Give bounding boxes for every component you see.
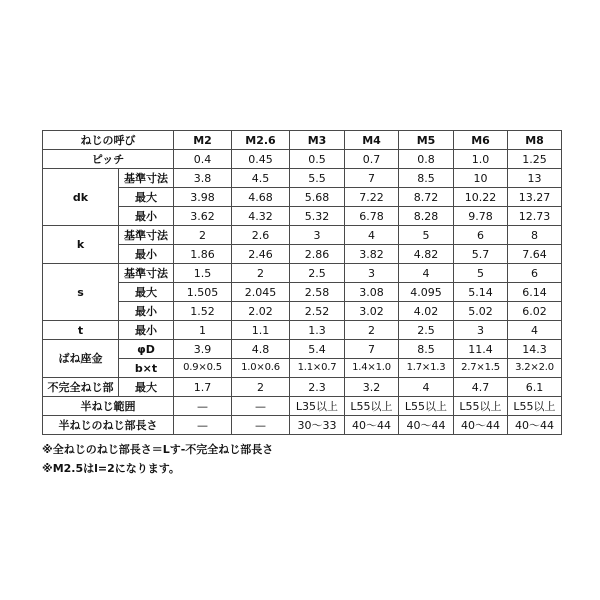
table-row [43,245,562,264]
table-cell: 5 [454,264,508,283]
table-cell: 40～44 [345,416,399,435]
table-cell: — [232,416,290,435]
table-cell: 7.64 [508,245,562,264]
table-cell: 8.72 [399,188,454,207]
table-cell: 4.32 [232,207,290,226]
header-label: ねじの呼び [43,131,174,150]
row-sublabel: 最小 [119,321,174,340]
table-cell: 7 [345,340,399,359]
spec-table [42,130,562,435]
size-header: M4 [345,131,399,150]
table-cell: 1.52 [174,302,232,321]
row-sublabel: 最大 [119,283,174,302]
table-row [43,321,562,340]
table-cell: L55以上 [345,397,399,416]
table-cell: 3.82 [345,245,399,264]
table-cell: 1.4×1.0 [345,359,399,378]
table-cell: 2 [345,321,399,340]
row-sublabel: 最小 [119,207,174,226]
size-header: M3 [290,131,345,150]
table-cell: 1.7 [174,378,232,397]
table-cell: 40～44 [454,416,508,435]
table-cell: 2.86 [290,245,345,264]
table-row [43,169,562,188]
table-cell: 4.02 [399,302,454,321]
row-sublabel: 最小 [119,302,174,321]
table-cell: 4.5 [232,169,290,188]
table-cell: 2.5 [290,264,345,283]
table-row [43,264,562,283]
size-header: M8 [508,131,562,150]
row-sublabel: b×t [119,359,174,378]
table-row [43,340,562,359]
table-cell: 40～44 [399,416,454,435]
table-cell: 3.2×2.0 [508,359,562,378]
table-cell: 4.8 [232,340,290,359]
table-cell: 2.02 [232,302,290,321]
row-sublabel: φD [119,340,174,359]
header-row [43,131,562,150]
row-sublabel: 基準寸法 [119,169,174,188]
table-cell: 4.7 [454,378,508,397]
table-cell: 2.7×1.5 [454,359,508,378]
table-row [43,359,562,378]
note-m25: ※M2.5はl=2になります。 [42,462,180,475]
row-label: s [43,264,119,321]
table-row [43,283,562,302]
table-cell: 0.8 [399,150,454,169]
table-cell: 5.14 [454,283,508,302]
row-label: k [43,226,119,264]
table-cell: 4 [399,378,454,397]
table-cell: — [174,416,232,435]
table-cell: 2.045 [232,283,290,302]
table-cell: 1.86 [174,245,232,264]
table-cell: 5.4 [290,340,345,359]
table-cell: 13.27 [508,188,562,207]
row-sublabel: 基準寸法 [119,226,174,245]
row-label: 半ねじのねじ部長さ [43,416,174,435]
table-cell: 1.3 [290,321,345,340]
table-cell: 1.1 [232,321,290,340]
table-cell: 1.505 [174,283,232,302]
table-cell: 3 [290,226,345,245]
table-cell: 6.1 [508,378,562,397]
table-cell: 3.8 [174,169,232,188]
table-cell: 1.25 [508,150,562,169]
table-row [43,378,562,397]
table-row [43,207,562,226]
table-cell: 3.62 [174,207,232,226]
table-cell: 3.02 [345,302,399,321]
table-cell: L55以上 [454,397,508,416]
table-cell: 6.14 [508,283,562,302]
table-cell: 2.5 [399,321,454,340]
table-cell: 3.08 [345,283,399,302]
table-cell: 2.52 [290,302,345,321]
table-cell: 0.45 [232,150,290,169]
table-cell: 1 [174,321,232,340]
table-cell: 1.5 [174,264,232,283]
table-cell: 12.73 [508,207,562,226]
table-row [43,188,562,207]
table-cell: 5 [399,226,454,245]
row-label: 不完全ねじ部 [43,378,119,397]
table-cell: 8.5 [399,169,454,188]
table-cell: 11.4 [454,340,508,359]
table-cell: 4.82 [399,245,454,264]
table-cell: 3 [345,264,399,283]
table-cell: 2 [174,226,232,245]
table-row [43,416,562,435]
row-label: 半ねじ範囲 [43,397,174,416]
row-label: ばね座金 [43,340,119,378]
table-cell: 9.78 [454,207,508,226]
table-cell: 3.9 [174,340,232,359]
table-cell: 6.02 [508,302,562,321]
table-cell: 1.0×0.6 [232,359,290,378]
table-cell: 0.5 [290,150,345,169]
table-cell: 4 [345,226,399,245]
row-sublabel: 最大 [119,188,174,207]
table-row [43,302,562,321]
table-cell: 10 [454,169,508,188]
table-cell: 3.2 [345,378,399,397]
table-cell: 0.9×0.5 [174,359,232,378]
table-row [43,226,562,245]
size-header: M5 [399,131,454,150]
table-cell: 2.58 [290,283,345,302]
row-label: ピッチ [43,150,174,169]
table-cell: L55以上 [508,397,562,416]
table-row [43,397,562,416]
table-cell: 0.4 [174,150,232,169]
table-cell: 3.98 [174,188,232,207]
table-cell: 8.5 [399,340,454,359]
table-cell: 0.7 [345,150,399,169]
table-cell: 4 [508,321,562,340]
table-cell: 6.78 [345,207,399,226]
row-sublabel: 基準寸法 [119,264,174,283]
table-cell: 4.68 [232,188,290,207]
table-cell: L35以上 [290,397,345,416]
table-cell: 10.22 [454,188,508,207]
table-cell: 2 [232,378,290,397]
table-cell: 4.095 [399,283,454,302]
table-cell: 1.0 [454,150,508,169]
table-cell: 14.3 [508,340,562,359]
table-cell: L55以上 [399,397,454,416]
size-header: M2.6 [232,131,290,150]
row-label: t [43,321,119,340]
table-cell: 8.28 [399,207,454,226]
table-cell: 3 [454,321,508,340]
table-cell: 6 [508,264,562,283]
table-cell: 30～33 [290,416,345,435]
table-cell: — [232,397,290,416]
table-cell: 7.22 [345,188,399,207]
table-cell: — [174,397,232,416]
table-cell: 5.5 [290,169,345,188]
table-cell: 5.68 [290,188,345,207]
row-sublabel: 最大 [119,378,174,397]
note-thread-length: ※全ねじのねじ部長さ＝Lす-不完全ねじ部長さ [42,443,274,456]
table-cell: 2.46 [232,245,290,264]
table-cell: 13 [508,169,562,188]
table-cell: 2 [232,264,290,283]
size-header: M6 [454,131,508,150]
table-cell: 1.7×1.3 [399,359,454,378]
table-cell: 7 [345,169,399,188]
table-cell: 5.7 [454,245,508,264]
table-cell: 5.02 [454,302,508,321]
row-label: dk [43,169,119,226]
table-cell: 8 [508,226,562,245]
row-sublabel: 最小 [119,245,174,264]
table-cell: 4 [399,264,454,283]
table-cell: 2.3 [290,378,345,397]
table-cell: 1.1×0.7 [290,359,345,378]
table-cell: 2.6 [232,226,290,245]
table-cell: 40～44 [508,416,562,435]
table-row [43,150,562,169]
table-cell: 5.32 [290,207,345,226]
table-cell: 6 [454,226,508,245]
size-header: M2 [174,131,232,150]
